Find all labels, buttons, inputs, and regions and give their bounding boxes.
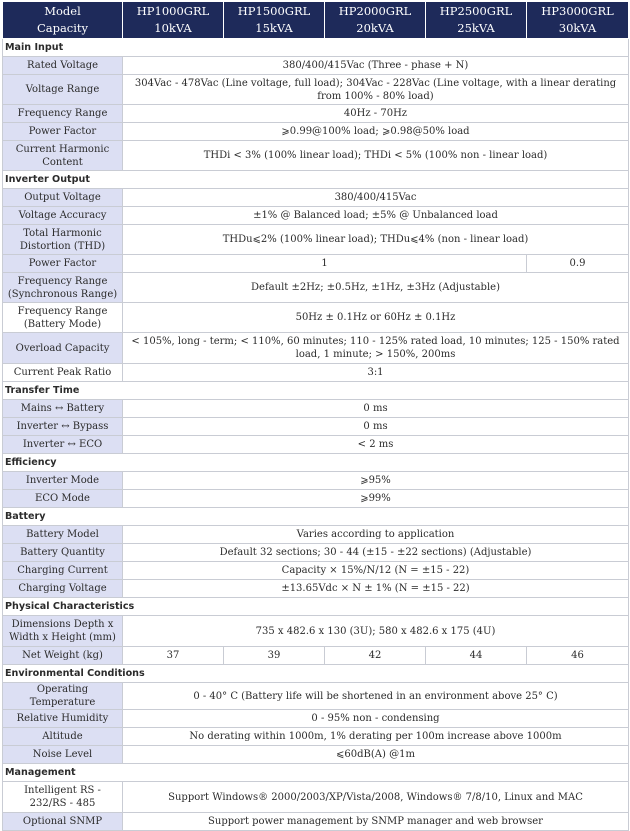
section-transfer-time	[3, 382, 629, 400]
row-label: Battery Model	[3, 526, 123, 544]
row-label: Frequency Range (Battery Mode)	[3, 303, 123, 333]
row-label: Power Factor	[3, 123, 123, 141]
row-label: Frequency Range	[3, 105, 123, 123]
table-row	[3, 710, 629, 728]
table-row	[3, 436, 629, 454]
header-hp2500grl: HP2500GRL 25kVA	[426, 2, 527, 39]
section-title: Physical Characteristics	[3, 598, 629, 616]
row-label: Inverter ↔ Bypass	[3, 418, 123, 436]
row-label: Charging Voltage	[3, 580, 123, 598]
net-weight-hp1500grl: 39	[224, 647, 325, 665]
header-hp1500grl: HP1500GRL 15kVA	[224, 2, 325, 39]
table-row	[3, 813, 629, 831]
row-label: Mains ↔ Battery	[3, 400, 123, 418]
row-label: Battery Quantity	[3, 544, 123, 562]
row-value: ⩽60dB(A) @1m	[123, 746, 629, 764]
row-value: THDu⩽2% (100% linear load); THDu⩽4% (non - linear load)	[123, 225, 629, 255]
table-row	[3, 105, 629, 123]
row-value: 380/400/415Vac (Three - phase + N)	[123, 57, 629, 75]
row-value: Default ±2Hz; ±0.5Hz, ±1Hz, ±3Hz (Adjustable)	[123, 273, 629, 303]
section-title: Battery	[3, 508, 629, 526]
row-label: Inverter ↔ ECO	[3, 436, 123, 454]
row-label: Frequency Range (Synchronous Range)	[3, 273, 123, 303]
table-row	[3, 141, 629, 171]
row-label: Net Weight (kg)	[3, 647, 123, 665]
row-label: Rated Voltage	[3, 57, 123, 75]
row-value: < 105%, long - term; < 110%, 60 minutes; 110 - 125% rated load, 10 minutes; 125 - 150% rated load, 1 minute; > 150%, 200ms	[123, 333, 629, 364]
section-environmental	[3, 665, 629, 683]
header-hp2000grl: HP2000GRL 20kVA	[325, 2, 426, 39]
row-label: Charging Current	[3, 562, 123, 580]
row-value: < 2 ms	[123, 436, 629, 454]
row-value: ⩾0.99@100% load; ⩾0.98@50% load	[123, 123, 629, 141]
table-row	[3, 123, 629, 141]
section-battery	[3, 508, 629, 526]
table-row	[3, 683, 629, 710]
table-row	[3, 225, 629, 255]
row-label: Dimensions Depth x Width x Height (mm)	[3, 616, 123, 647]
section-inverter-output	[3, 171, 629, 189]
row-label: Inverter Mode	[3, 472, 123, 490]
row-value: ⩾95%	[123, 472, 629, 490]
row-label: Noise Level	[3, 746, 123, 764]
table-row	[3, 57, 629, 75]
section-physical	[3, 598, 629, 616]
row-value: THDi < 3% (100% linear load); THDi < 5% (100% non - linear load)	[123, 141, 629, 171]
table-row	[3, 562, 629, 580]
row-label: Optional SNMP	[3, 813, 123, 831]
row-value: Varies according to application	[123, 526, 629, 544]
row-label: Current Harmonic Content	[3, 141, 123, 171]
table-row	[3, 273, 629, 303]
row-label: Altitude	[3, 728, 123, 746]
row-value: 0 ms	[123, 418, 629, 436]
table-row	[3, 490, 629, 508]
net-weight-hp1000grl: 37	[123, 647, 224, 665]
table-row	[3, 364, 629, 382]
header-row	[3, 2, 629, 39]
table-row	[3, 75, 629, 105]
net-weight-hp3000grl: 46	[527, 647, 629, 665]
row-value: No derating within 1000m, 1% derating per 100m increase above 1000m	[123, 728, 629, 746]
table-row	[3, 189, 629, 207]
section-title: Inverter Output	[3, 171, 629, 189]
table-row	[3, 418, 629, 436]
row-label: Power Factor	[3, 255, 123, 273]
table-row	[3, 616, 629, 647]
table-row	[3, 303, 629, 333]
table-row	[3, 647, 629, 665]
table-row	[3, 544, 629, 562]
row-value: 0 - 40° C (Battery life will be shortened in an environment above 25° C)	[123, 683, 629, 710]
table-row	[3, 782, 629, 813]
row-label: Total Harmonic Distortion (THD)	[3, 225, 123, 255]
table-row	[3, 255, 629, 273]
table-row	[3, 728, 629, 746]
header-hp1000grl: HP1000GRL 10kVA	[123, 2, 224, 39]
row-value: 40Hz - 70Hz	[123, 105, 629, 123]
header-hp3000grl: HP3000GRL 30kVA	[527, 2, 629, 39]
table-row	[3, 207, 629, 225]
row-value: 0 - 95% non - condensing	[123, 710, 629, 728]
row-label: Voltage Range	[3, 75, 123, 105]
section-management	[3, 764, 629, 782]
table-row	[3, 472, 629, 490]
row-label: Voltage Accuracy	[3, 207, 123, 225]
section-efficiency	[3, 454, 629, 472]
row-value: Support power management by SNMP manager and web browser	[123, 813, 629, 831]
header-model-capacity: Model Capacity	[3, 2, 123, 39]
row-value: 0 ms	[123, 400, 629, 418]
table-row	[3, 526, 629, 544]
row-value: 1	[123, 255, 527, 273]
section-main-input	[3, 39, 629, 57]
row-value: ±1% @ Balanced load; ±5% @ Unbalanced load	[123, 207, 629, 225]
row-value: 3:1	[123, 364, 629, 382]
row-value: 735 x 482.6 x 130 (3U); 580 x 482.6 x 175 (4U)	[123, 616, 629, 647]
net-weight-hp2000grl: 42	[325, 647, 426, 665]
row-value: Support Windows® 2000/2003/XP/Vista/2008, Windows® 7/8/10, Linux and MAC	[123, 782, 629, 813]
table-row	[3, 580, 629, 598]
row-value: Default 32 sections; 30 - 44 (±15 - ±22 sections) (Adjustable)	[123, 544, 629, 562]
row-label: Intelligent RS - 232/RS - 485	[3, 782, 123, 813]
row-value: ⩾99%	[123, 490, 629, 508]
row-label: Overload Capacity	[3, 333, 123, 364]
row-label: Current Peak Ratio	[3, 364, 123, 382]
net-weight-hp2500grl: 44	[426, 647, 527, 665]
section-title: Efficiency	[3, 454, 629, 472]
row-label: ECO Mode	[3, 490, 123, 508]
row-value-hp3000grl: 0.9	[527, 255, 629, 273]
section-title: Management	[3, 764, 629, 782]
table-row	[3, 333, 629, 364]
table-row	[3, 400, 629, 418]
row-value: Capacity × 15%/N/12 (N = ±15 - 22)	[123, 562, 629, 580]
row-label: Operating Temperature	[3, 683, 123, 710]
row-value: 380/400/415Vac	[123, 189, 629, 207]
row-value: ±13.65Vdc × N ± 1% (N = ±15 - 22)	[123, 580, 629, 598]
table-row	[3, 746, 629, 764]
row-label: Output Voltage	[3, 189, 123, 207]
row-label: Relative Humidity	[3, 710, 123, 728]
section-title: Transfer Time	[3, 382, 629, 400]
section-title: Environmental Conditions	[3, 665, 629, 683]
row-value: 304Vac - 478Vac (Line voltage, full load); 304Vac - 228Vac (Line voltage, with a linear derating from 100% - 80% load)	[123, 75, 629, 105]
section-title: Main Input	[3, 39, 629, 57]
spec-table	[2, 1, 629, 831]
row-value: 50Hz ± 0.1Hz or 60Hz ± 0.1Hz	[123, 303, 629, 333]
